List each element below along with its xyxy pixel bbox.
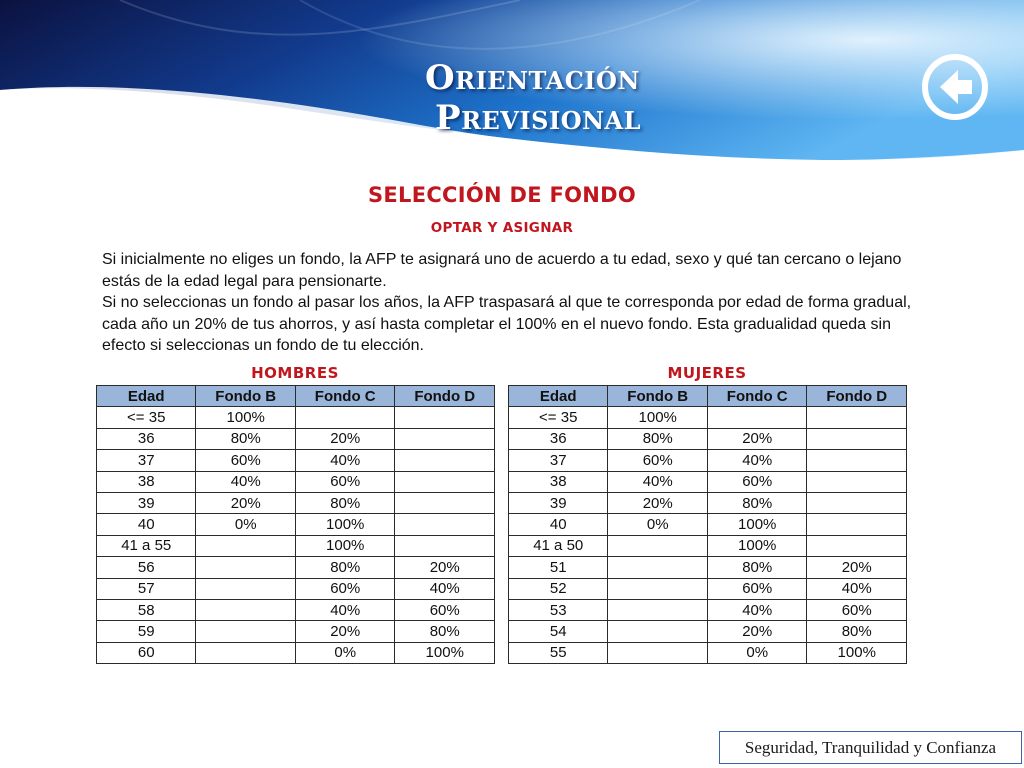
table-cell: 20%	[807, 557, 907, 578]
hombres-caption: HOMBRES	[251, 364, 339, 382]
table-cell: 100%	[707, 514, 807, 535]
table-row	[97, 599, 495, 620]
table-row	[509, 621, 907, 642]
table-row	[509, 599, 907, 620]
table-row	[97, 428, 495, 449]
table-cell: 40%	[395, 578, 495, 599]
table-cell: 20%	[608, 492, 708, 513]
table-cell: 60%	[707, 471, 807, 492]
table-row	[97, 557, 495, 578]
table-cell	[807, 471, 907, 492]
paragraph-2: Si no seleccionas un fondo al pasar los años, la AFP traspasará al que te corresponda por edad de forma gradual, cada año un 20% de tus ahorros, y así hasta completar el 100% en el nuevo fondo. Esta gradualidad queda sin efecto si seleccionas un fondo de tu elección.	[102, 294, 912, 355]
page-title	[425, 58, 745, 138]
table-cell	[707, 407, 807, 428]
table-cell: 0%	[608, 514, 708, 535]
table-cell: 40%	[196, 471, 296, 492]
column-header: Fondo C	[707, 386, 807, 407]
table-cell: 56	[97, 557, 196, 578]
table-row	[509, 428, 907, 449]
column-header: Fondo C	[295, 386, 395, 407]
table-cell: 60%	[196, 450, 296, 471]
table-cell: 40%	[295, 599, 395, 620]
table-cell	[807, 535, 907, 556]
table-cell	[196, 535, 296, 556]
column-header: Fondo B	[196, 386, 296, 407]
table-cell: 37	[509, 450, 608, 471]
table-cell: 40%	[707, 450, 807, 471]
table-cell	[295, 407, 395, 428]
table-cell: 60%	[707, 578, 807, 599]
table-cell	[608, 642, 708, 663]
table-cell: 100%	[608, 407, 708, 428]
table-cell: 80%	[295, 557, 395, 578]
table-cell: 38	[509, 471, 608, 492]
back-arrow-icon	[920, 52, 990, 122]
table-cell: 57	[97, 578, 196, 599]
table-cell	[395, 407, 495, 428]
table-cell: 0%	[707, 642, 807, 663]
mujeres-table	[508, 385, 907, 664]
table-cell: 100%	[295, 514, 395, 535]
column-header: Fondo B	[608, 386, 708, 407]
column-header: Fondo D	[395, 386, 495, 407]
column-header: Fondo D	[807, 386, 907, 407]
table-cell: 60%	[395, 599, 495, 620]
table-cell: 60	[97, 642, 196, 663]
table-cell: 40	[97, 514, 196, 535]
table-cell: 58	[97, 599, 196, 620]
table-cell: 39	[509, 492, 608, 513]
table-cell: 20%	[295, 621, 395, 642]
table-cell: 40	[509, 514, 608, 535]
table-cell: 59	[97, 621, 196, 642]
table-row	[509, 557, 907, 578]
table-cell: 37	[97, 450, 196, 471]
table-cell: 40%	[608, 471, 708, 492]
paragraph-1: Si inicialmente no eliges un fondo, la AFP te asignará uno de acuerdo a tu edad, sexo y qué tan cercano o lejano estás de la edad legal para pensionarte.	[102, 251, 902, 290]
table-cell: 38	[97, 471, 196, 492]
table-cell	[608, 578, 708, 599]
table-cell: 36	[97, 428, 196, 449]
table-cell	[807, 450, 907, 471]
table-row	[97, 471, 495, 492]
table-cell: 80%	[608, 428, 708, 449]
table-row	[509, 514, 907, 535]
table-cell	[807, 492, 907, 513]
table-cell: 52	[509, 578, 608, 599]
table-cell	[608, 621, 708, 642]
column-header: Edad	[97, 386, 196, 407]
table-cell: 40%	[807, 578, 907, 599]
table-cell: 100%	[196, 407, 296, 428]
table-cell: 55	[509, 642, 608, 663]
table-row	[509, 407, 907, 428]
table-cell	[196, 599, 296, 620]
table-row	[97, 642, 495, 663]
section-subtitle: OPTAR Y ASIGNAR	[430, 220, 574, 236]
table-cell: 0%	[295, 642, 395, 663]
table-cell: 60%	[807, 599, 907, 620]
table-cell: 20%	[707, 428, 807, 449]
mujeres-caption: MUJERES	[667, 364, 747, 382]
table-cell: 20%	[395, 557, 495, 578]
table-row	[97, 407, 495, 428]
table-cell: 40%	[707, 599, 807, 620]
table-cell: 100%	[707, 535, 807, 556]
table-cell: 20%	[196, 492, 296, 513]
table-row	[97, 578, 495, 599]
table-cell: 0%	[196, 514, 296, 535]
table-cell: 100%	[295, 535, 395, 556]
table-cell: 20%	[295, 428, 395, 449]
table-cell	[196, 557, 296, 578]
page-title-line1: Orientación	[425, 58, 640, 98]
table-cell: 80%	[707, 492, 807, 513]
table-row	[509, 642, 907, 663]
table-cell: 40%	[295, 450, 395, 471]
footer-tagline: Seguridad, Tranquilidad y Confianza	[719, 731, 1022, 764]
table-row	[97, 450, 495, 471]
table-cell: 36	[509, 428, 608, 449]
table-cell: 80%	[295, 492, 395, 513]
column-header: Edad	[509, 386, 608, 407]
table-row	[509, 535, 907, 556]
back-button[interactable]	[920, 52, 990, 122]
table-cell: <= 35	[97, 407, 196, 428]
table-cell: 60%	[295, 578, 395, 599]
table-cell: 80%	[196, 428, 296, 449]
table-cell	[395, 471, 495, 492]
page-title-line2: Previsional	[435, 98, 642, 138]
table-cell: 41 a 55	[97, 535, 196, 556]
table-cell	[395, 428, 495, 449]
table-cell	[807, 428, 907, 449]
table-row	[509, 492, 907, 513]
table-cell: 80%	[707, 557, 807, 578]
body-text	[102, 249, 922, 357]
table-cell: 51	[509, 557, 608, 578]
table-row	[97, 514, 495, 535]
table-cell	[395, 514, 495, 535]
table-cell	[395, 492, 495, 513]
table-cell	[196, 578, 296, 599]
section-title: SELECCIÓN DE FONDO	[367, 183, 637, 207]
table-cell	[196, 642, 296, 663]
table-cell	[395, 535, 495, 556]
table-header-row	[509, 386, 907, 407]
table-cell	[395, 450, 495, 471]
table-row	[509, 450, 907, 471]
table-cell: 20%	[707, 621, 807, 642]
hombres-table	[96, 385, 495, 664]
table-cell	[196, 621, 296, 642]
table-cell: 53	[509, 599, 608, 620]
table-cell	[807, 514, 907, 535]
table-header-row	[97, 386, 495, 407]
table-cell: 39	[97, 492, 196, 513]
table-cell: 80%	[807, 621, 907, 642]
table-cell: 100%	[395, 642, 495, 663]
table-cell: 80%	[395, 621, 495, 642]
table-cell: 60%	[295, 471, 395, 492]
table-row	[509, 471, 907, 492]
table-cell	[608, 599, 708, 620]
table-cell	[807, 407, 907, 428]
table-row	[97, 535, 495, 556]
table-cell: 54	[509, 621, 608, 642]
table-cell: 41 a 50	[509, 535, 608, 556]
table-cell: 60%	[608, 450, 708, 471]
table-row	[97, 621, 495, 642]
table-cell: 100%	[807, 642, 907, 663]
table-cell	[608, 535, 708, 556]
table-cell: <= 35	[509, 407, 608, 428]
table-row	[97, 492, 495, 513]
table-cell	[608, 557, 708, 578]
table-row	[509, 578, 907, 599]
